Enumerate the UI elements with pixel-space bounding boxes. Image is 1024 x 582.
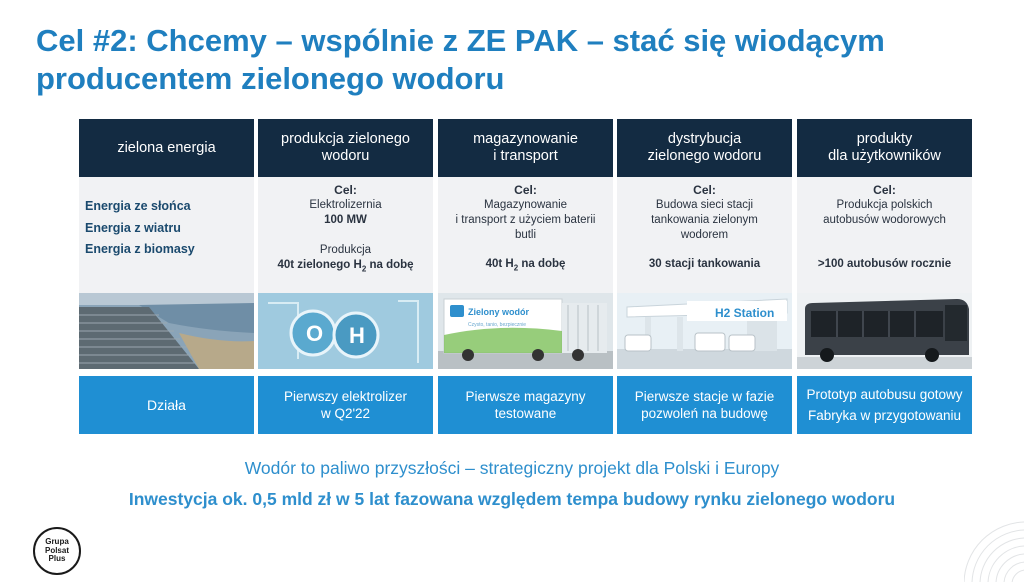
goal-text: butli (514, 229, 537, 241)
status-box (258, 376, 433, 434)
column-header-text: i transport (493, 148, 558, 164)
decorative-rings-icon (964, 502, 1024, 582)
column-header-text: produkcja zielonego wodoru (281, 131, 410, 164)
footer-investment: Inwestycja ok. 0,5 mld zł w 5 lat fazowana względem tempa budowy rynku zielonego wodoru (128, 489, 896, 509)
electrolyzer-image (258, 293, 433, 369)
hydrogen-truck-image (438, 293, 613, 369)
goal-text: tankowania zielonym (651, 214, 758, 226)
goal-text: Elektrolizernia (309, 199, 382, 211)
goal-label: Cel: (873, 183, 896, 197)
goal-text: Budowa sieci stacji (655, 199, 754, 211)
column-header-text: dystrybucja (667, 131, 742, 147)
footer-tagline: Wodór to paliwo przyszłości – strategiczny projekt dla Polski i Europy (244, 458, 780, 478)
goal-value: >100 autobusów rocznie (817, 258, 952, 270)
column-body (79, 177, 254, 293)
column-header-text: dla użytkowników (828, 148, 941, 164)
hydrogen-label: H (349, 323, 365, 348)
column-body (438, 177, 613, 293)
column-distribution (617, 119, 792, 434)
goal-text: Magazynowanie (483, 199, 568, 211)
status-box (438, 376, 613, 434)
goal-value: 40t $H_2$ na dobę (485, 258, 566, 273)
status-line: Prototyp autobusu gotowy (806, 387, 963, 402)
column-header-text: zielonego wodoru (647, 148, 762, 164)
goal-text: Produkcja polskich (836, 199, 933, 211)
column-green-energy (79, 119, 254, 434)
goal-value: 100 MW (324, 214, 367, 226)
goal-label: Cel: (514, 183, 537, 197)
status-line: testowane (494, 406, 557, 421)
goal-label: Cel: (693, 183, 716, 197)
oxygen-label: O (306, 321, 324, 346)
h2-station-image (617, 293, 792, 369)
status-box (617, 376, 792, 434)
production-label: Produkcja (319, 244, 372, 256)
column-hydrogen-production (258, 119, 433, 434)
column-header: zielona energia (79, 119, 254, 177)
status-line: Pierwsze magazyny (465, 389, 586, 404)
column-body (258, 177, 433, 293)
status-line: Pierwszy elektrolizer (283, 389, 408, 404)
column-header-text: produkty (856, 131, 913, 147)
status-text: Działa (147, 396, 186, 413)
status-line: w Q2'22 (320, 406, 371, 421)
column-user-products (797, 119, 972, 434)
status-line: Pierwsze stacje w fazie (634, 389, 775, 404)
slide-title: Cel #2: Chcemy – wspólnie z ZE PAK – stać się wiodącym producentem zielonego wodoru (36, 23, 885, 96)
production-value: 40t zielonego $H_2$ na dobę (277, 259, 414, 274)
truck-tagline: Czysto, tanio, bezpiecznie (468, 322, 527, 328)
goal-text: i transport z użyciem baterii (455, 214, 596, 226)
energy-sources-list (85, 196, 195, 261)
status-box (797, 376, 972, 434)
source-item: Energia z wiatru (85, 220, 181, 235)
status-box (79, 376, 254, 434)
status-line: pozwoleń na budowę (641, 406, 768, 421)
grupa-polsat-plus-logo: Grupa Polsat Plus (33, 527, 81, 575)
source-item: Energia ze słońca (85, 199, 191, 213)
solar-farm-image (79, 293, 254, 369)
goal-label: Cel: (334, 183, 357, 197)
station-sign: H2 Station (715, 306, 775, 320)
column-storage-transport (438, 119, 613, 434)
hydrogen-bus-image (797, 293, 972, 369)
goal-text: autobusów wodorowych (823, 214, 946, 226)
column-header (617, 119, 792, 177)
column-body (617, 177, 792, 293)
source-item: Energia z biomasy (85, 242, 195, 256)
column-header (258, 119, 433, 177)
column-header (797, 119, 972, 177)
column-header (438, 119, 613, 177)
column-header-text: magazynowanie (473, 131, 578, 147)
goal-value: 30 stacji tankowania (648, 258, 761, 270)
truck-brand-text: Zielony wodór (468, 307, 530, 317)
column-body (797, 177, 972, 293)
status-line: Fabryka w przygotowaniu (807, 408, 962, 423)
goal-text: wodorem (680, 229, 729, 241)
